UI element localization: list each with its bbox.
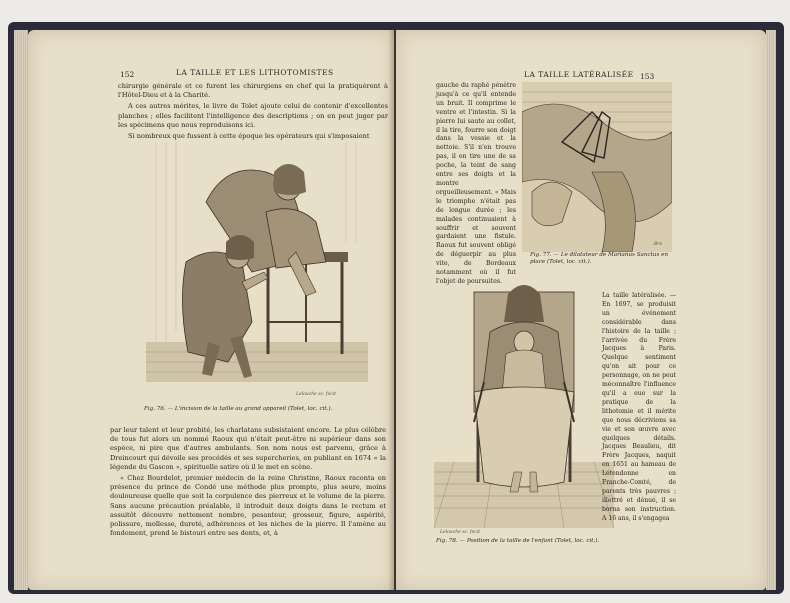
figure-78-caption: Fig. 78. — Position de la taille de l'enfant (Tolet, loc. cit.).: [436, 538, 600, 544]
figure-77-engraving: [522, 82, 672, 252]
page-edges-right: [766, 30, 776, 590]
figure-77-signature: Bre: [654, 242, 663, 247]
right-text-column-top: gauche du raphé pénètre jusqu'à ce qu'il entende un bruit. Il comprime le ventre et l'intestin. Si la pierre lui saute au collet, il la tire, fourre son doigt dans la vessie et la nettoie. S'il n'en trouve pas, il en tire une de sa poche, la teint de sang entre ses doigts et la montre orgueilleusement. « Mais le triomphe n'était pas de longue durée ; les malades continuaient à souffrir et souvent gardaient une fistule. Raoux fut souvent obligé de déguerpir au plus vite, de Bordeaux notamment où il fut l'objet de poursuites.: [436, 82, 516, 285]
left-page: [28, 30, 394, 590]
right-page: [396, 30, 766, 590]
figure-78-signature: Lelouche sc. fecit: [440, 530, 480, 535]
page-edges-left: [14, 30, 28, 590]
paragraph: « Chez Bourdelot, premier médecin de la reine Christine, Raoux raconta en présence du prince de Condé une méthode plus prompte, plus seure, moins douloureuse quelle que soit la corpulence des pierreux et le volume de la pierre. Sans aucune précaution préalable, il introduit deux doigts dans le rectum et assuitôt découvre nettement nombre, pesanteur, grosseur, figure, aspérité, polissure, mollesse, dureté, adhérences et les niches de la pierre. Il l'amène au fondement, prend le bistouri entre ses dents, et, à: [110, 474, 386, 538]
left-text-top: [118, 82, 388, 143]
paragraph: chirurgie générale et ce furent les chirurgiens en chef qui la pratiquèrent à l'Hôtel-Dieu et à la Charité.: [118, 82, 388, 100]
paragraph: Si nombreux que fussent à cette époque les opérateurs qui s'imposaient: [128, 132, 370, 141]
right-text-column-bottom: La taille latéralisée. — En 1697, se produisit un événement considérable dans l'histoire de la taille ; l'arrivée du Frère Jacques à Paris. Quelque sentiment qu'on ait pour ce personnage, on ne peut méconnaître l'influence qu'il a eue sur la pratique de la lithotomie et il mérite que nous décrivions sa vie et son œuvre avec quelques détails. Jacques Beaulieu, dit Frère Jacques, naquit en 1651 au hameau de Létendonne en Franche-Comté, de parents très pauvres ; illettré et dénué, il se borna son instruction. A 16 ans, il s'engagea: [602, 292, 676, 522]
figure-78-engraving: [434, 272, 614, 534]
right-page-number: 153: [640, 72, 655, 81]
figure-77-caption: Fig. 77. — Le dilatateur de Marianus Sanctus en place (Tolet, loc. cit.).: [530, 252, 669, 265]
left-text-bottom: [110, 426, 386, 540]
figure-76-engraving: [146, 142, 368, 404]
right-running-header: LA TAILLE LATÉRALISÉE: [524, 70, 634, 79]
figure-76-signature: Lelouche sc. fecit: [296, 392, 336, 397]
figure-76-caption: Fig. 76. — L'incision de la taille au grand appareil (Tolet, loc. cit.).: [144, 406, 333, 412]
paragraph: par leur talent et leur probité, les charlatans subsistaient encore. Le plus célèbre de tous fut alors un nommé Raoux qui n'était peut-être ni supérieur dans son espèce, ni pire que d'autres ambulants. Son nom nous est parvenu, grâce à Dreincourt qui dévoile ses procédés et ses supercheries, en publiant en 1674 « la légende du Gascon », spirituelle satire où il le met en scène.: [110, 426, 386, 471]
left-page-number: 152: [120, 70, 135, 79]
paragraph: A ces autres mérites, le livre de Tolet ajoute celui de contenir d'excellentes planches ; elles facilitent l'intelligence des descriptions ; on en peut juger par les spécimens que nous reproduisons ici.: [118, 102, 388, 129]
left-running-header: LA TAILLE ET LES LITHOTOMISTES: [176, 68, 334, 77]
